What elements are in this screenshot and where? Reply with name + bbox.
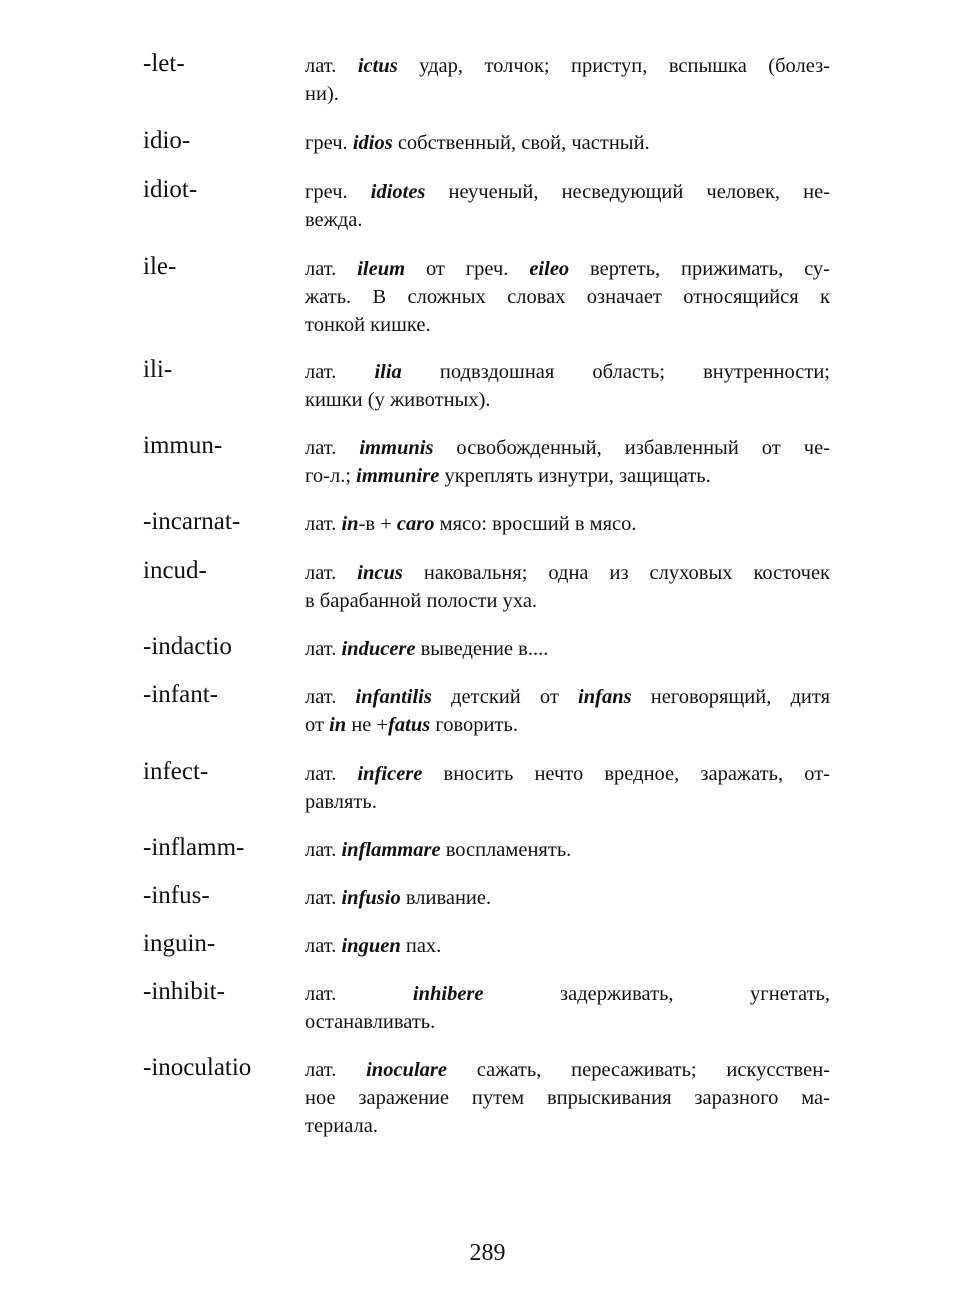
page-number: 289 (469, 1240, 506, 1266)
entry-term: -infant- (143, 681, 218, 708)
definition-text: греч. (305, 181, 371, 203)
definition-text: выведение в.... (415, 638, 549, 660)
latin-term: immunire (356, 465, 440, 487)
definition-line (305, 358, 830, 386)
latin-term: inoculare (366, 1059, 447, 1081)
latin-term: ilia (374, 361, 402, 383)
entry-definition (305, 129, 830, 157)
entry-term: inguin- (143, 930, 216, 957)
definition-text: неученый, несведующий человек, не- (425, 181, 831, 203)
definition-line (305, 1084, 830, 1112)
entry-definition (305, 255, 830, 339)
latin-term: infans (578, 686, 632, 708)
entry-term: ili- (143, 356, 173, 383)
latin-term: idios (352, 132, 393, 154)
entry-term: idiot- (143, 176, 198, 203)
definition-line (305, 587, 830, 615)
definition-text: равлять. (305, 791, 377, 813)
entry-definition (305, 980, 830, 1036)
entry-term: -indactio (143, 633, 232, 660)
definition-text: кишки (у животных). (305, 389, 491, 411)
definition-text: освобожденный, избавленный от че- (433, 437, 830, 459)
definition-text: удар, толчок; приступ, вспышка (болез- (397, 55, 830, 77)
definition-line (305, 559, 830, 587)
definition-line (305, 788, 830, 816)
entry-term: ile- (143, 253, 177, 280)
definition-text: лат. (305, 935, 342, 957)
definition-text: в барабанной полости уха. (305, 590, 538, 612)
entry-definition (305, 932, 830, 960)
definition-text: от (305, 714, 330, 736)
latin-term: ictus (357, 55, 398, 77)
definition-line (305, 760, 830, 788)
latin-term: inhibere (412, 983, 484, 1005)
latin-term: idiotes (370, 181, 426, 203)
entry-definition (305, 884, 830, 912)
definition-text: не + (346, 714, 389, 736)
latin-term: infusio (341, 887, 401, 909)
definition-line (305, 283, 830, 311)
definition-line (305, 434, 830, 462)
latin-term: in (329, 714, 347, 736)
definition-text: лат. (305, 638, 342, 660)
entry-definition (305, 178, 830, 234)
entry-definition (305, 836, 830, 864)
definition-text: вливание. (400, 887, 492, 909)
definition-line (305, 884, 830, 912)
definition-line (305, 255, 830, 283)
definition-line (305, 462, 830, 490)
definition-line (305, 932, 830, 960)
definition-text: лат. (305, 437, 360, 459)
latin-term: inducere (341, 638, 416, 660)
definition-text: задерживать, угнетать, (483, 983, 831, 1005)
definition-text: подвздошная область; внутренности; (401, 361, 831, 383)
entry-definition (305, 358, 830, 414)
entry-term: immun- (143, 432, 223, 459)
entry-definition (305, 510, 830, 538)
definition-line (305, 1112, 830, 1140)
latin-term: caro (396, 513, 435, 535)
entry-term: incud- (143, 557, 207, 584)
entry-term: infect- (143, 758, 209, 785)
latin-term: infantilis (355, 686, 432, 708)
definition-text: вертеть, прижимать, су- (569, 258, 830, 280)
latin-term: inflammare (341, 839, 441, 861)
definition-text: лат. (305, 839, 342, 861)
definition-text: воспламенять. (440, 839, 572, 861)
entry-definition (305, 760, 830, 816)
definition-text: детский от (431, 686, 579, 708)
definition-text: от греч. (405, 258, 530, 280)
definition-text: ни). (305, 83, 339, 105)
definition-line (305, 683, 830, 711)
latin-term: ileum (357, 258, 406, 280)
entry-definition (305, 683, 830, 739)
definition-text: лат. (305, 55, 358, 77)
definition-text: лат. (305, 513, 342, 535)
definition-text: тонкой кишке. (305, 314, 431, 336)
entry-term: -let- (143, 50, 185, 77)
definition-line (305, 980, 830, 1008)
definition-text: го-л.; (305, 465, 357, 487)
definition-line (305, 635, 830, 663)
entry-term: -incarnat- (143, 508, 241, 535)
definition-text: териала. (305, 1115, 379, 1137)
entry-definition (305, 1056, 830, 1140)
definition-text: укреплять изнутри, защищать. (439, 465, 711, 487)
latin-term: fatus (388, 714, 431, 736)
definition-line (305, 1056, 830, 1084)
definition-line (305, 711, 830, 739)
definition-text: лат. (305, 1059, 367, 1081)
definition-line (305, 129, 830, 157)
entry-definition (305, 559, 830, 615)
latin-term: inficere (357, 763, 423, 785)
entry-definition (305, 434, 830, 490)
definition-line (305, 206, 830, 234)
definition-line (305, 80, 830, 108)
definition-line (305, 311, 830, 339)
latin-term: immunis (359, 437, 434, 459)
definition-text: останавливать. (305, 1011, 436, 1033)
entry-term: -inflamm- (143, 834, 245, 861)
definition-text: ное заражение путем впрыскивания заразного ма- (305, 1087, 830, 1109)
definition-text: мясо: вросший в мясо. (434, 513, 637, 535)
entry-definition (305, 52, 830, 108)
definition-text: вносить нечто вредное, заражать, от- (422, 763, 830, 785)
definition-text: наковальня; одна из слуховых косточек (402, 562, 830, 584)
definition-text: лат. (305, 763, 358, 785)
definition-text: -в + (358, 513, 397, 535)
definition-line (305, 1008, 830, 1036)
latin-term: inguen (341, 935, 401, 957)
definition-text: говорить. (430, 714, 518, 736)
definition-text: лат. (305, 562, 358, 584)
definition-text: пах. (400, 935, 442, 957)
definition-text: лат. (305, 361, 375, 383)
definition-text: жать. В сложных словах означает относящийся к (305, 286, 830, 308)
latin-term: incus (357, 562, 403, 584)
definition-text: неговорящий, дитя (631, 686, 830, 708)
entry-definition (305, 635, 830, 663)
definition-line (305, 52, 830, 80)
definition-line (305, 178, 830, 206)
definition-text: лат. (305, 887, 342, 909)
definition-text: лат. (305, 686, 356, 708)
entry-term: idio- (143, 127, 191, 154)
definition-text: лат. (305, 983, 413, 1005)
definition-text: вежда. (305, 209, 363, 231)
definition-text: греч. (305, 132, 353, 154)
latin-term: eileo (529, 258, 570, 280)
entry-term: -inoculatio (143, 1054, 252, 1081)
entry-term: -inhibit- (143, 978, 225, 1005)
definition-line (305, 836, 830, 864)
definition-line (305, 510, 830, 538)
definition-text: собственный, свой, частный. (392, 132, 650, 154)
definition-line (305, 386, 830, 414)
entry-term: -infus- (143, 882, 210, 909)
definition-text: лат. (305, 258, 358, 280)
definition-text: сажать, пересаживать; искусствен- (446, 1059, 830, 1081)
latin-term: in (341, 513, 359, 535)
